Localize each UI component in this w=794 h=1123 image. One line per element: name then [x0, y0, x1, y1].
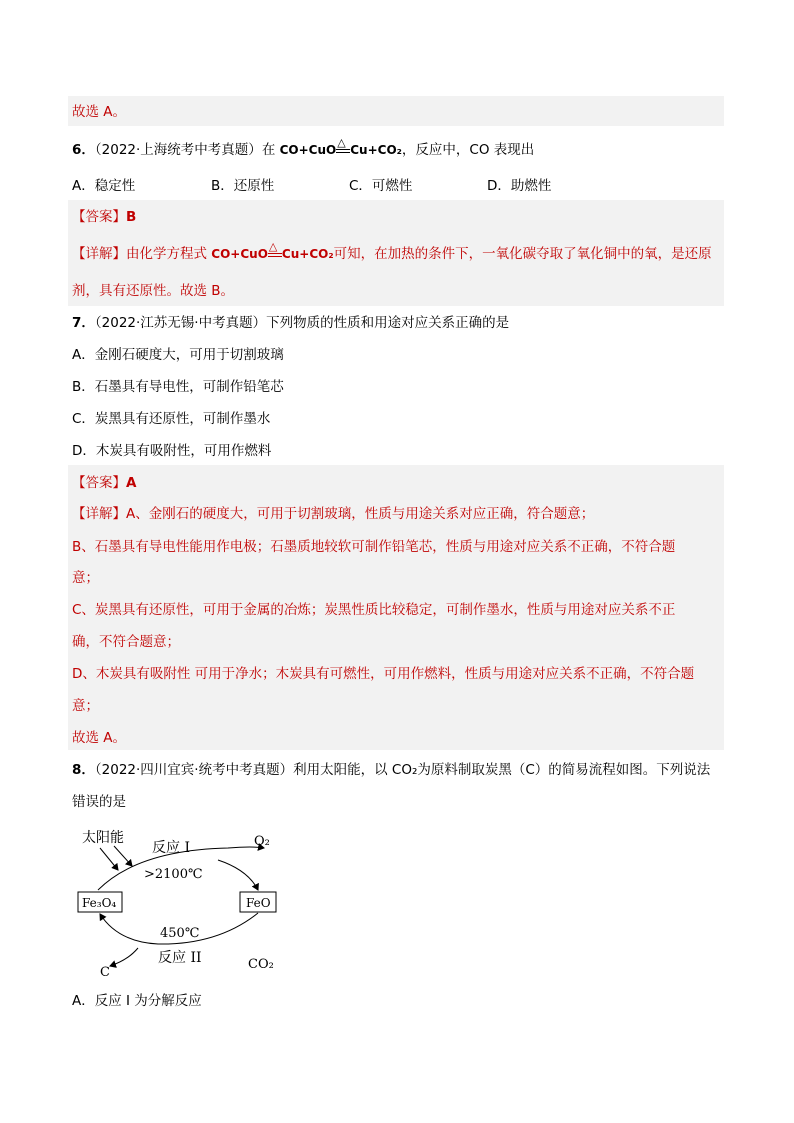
- c-label: C: [100, 965, 110, 980]
- q7-option-b: B．石墨具有导电性，可制作铅笔芯: [72, 379, 284, 395]
- q8-flow-diagram: [68, 820, 288, 980]
- q7-stem: [72, 313, 509, 333]
- q7-detail-line6: D、木炭具有吸附性 可用于净水；木炭具有可燃性，可用作燃料，性质与用途对应关系不正确，不符合题: [72, 666, 695, 682]
- q6-eq-arrow: [336, 136, 350, 160]
- q7-source: （2022·江苏无锡·中考真题）: [94, 315, 267, 331]
- co2-label: CO₂: [248, 957, 274, 972]
- reaction1-label: 反应 I: [152, 840, 190, 856]
- q7-option-c: C．炭黑具有还原性，可制作墨水: [72, 411, 271, 427]
- q6-detail-eq-right: Cu+CO₂: [281, 247, 334, 261]
- q8-stem-line2: 错误的是: [72, 794, 126, 810]
- q7-detail-line3: 意；: [72, 570, 99, 586]
- q6-option-b: B．还原性: [211, 178, 275, 194]
- sun-arrow-2: [114, 846, 132, 866]
- q8-stem-text: 利用太阳能，以 CO₂为原料制取炭黑（C）的简易流程如图。下列说法: [293, 762, 711, 778]
- q6-detail-line1: [72, 240, 712, 264]
- q7-detail-line5: 确，不符合题意；: [72, 634, 180, 650]
- q7-number: 7．: [72, 315, 95, 331]
- q6-eq-right: Cu+CO₂: [350, 143, 402, 157]
- q7-detail-line8: 故选 A。: [72, 730, 127, 746]
- q6-eq-left: CO+CuO: [279, 143, 337, 157]
- o2-label: O₂: [254, 834, 270, 849]
- q6-option-c: C．可燃性: [349, 178, 413, 194]
- q7-detail-line1: [72, 504, 594, 524]
- fe3o4-label: Fe₃O₄: [82, 896, 117, 910]
- q7-answer-value: A: [126, 475, 137, 491]
- q6-stem: [72, 136, 535, 160]
- q7-detail-a: A、金刚石的硬度大，可用于切割玻璃，性质与用途关系对应正确，符合题意；: [126, 506, 595, 522]
- prev-answer-block: [68, 96, 724, 126]
- q7-option-a: A．金刚石硬度大，可用于切割玻璃: [72, 347, 284, 363]
- q8-stem-line1: [72, 760, 710, 780]
- q6-number: 6．: [72, 142, 95, 158]
- q6-stem-post: ，反应中，CO 表现出: [401, 142, 535, 158]
- q7-detail-line2: B、石墨具有导电性能用作电极；石墨质地较软可制作铅笔芯，性质与用途对应关系不正确，不符合题: [72, 539, 676, 555]
- q6-detail-eq-arrow: [268, 240, 282, 264]
- q7-detail-line7: 意；: [72, 698, 99, 714]
- q6-source: （2022·上海统考中考真题）: [94, 142, 262, 158]
- q7-answer: [72, 473, 136, 493]
- heat-triangle-icon: △: [268, 240, 278, 253]
- q6-answer-label: 【答案】: [72, 209, 126, 225]
- q7-detail-label: 【详解】: [72, 506, 126, 522]
- q7-stem-text: 下列物质的性质和用途对应关系正确的是: [266, 315, 510, 331]
- q6-answer-value: B: [126, 209, 137, 225]
- reaction2-label: 反应 II: [158, 950, 202, 966]
- sun-arrow-1: [100, 848, 118, 870]
- q7-answer-label: 【答案】: [72, 475, 126, 491]
- q7-detail-line4: C、炭黑具有还原性，可用于金属的冶炼；炭黑性质比较稳定，可制作墨水，性质与用途对应关系不正: [72, 602, 676, 618]
- q6-option-a: A．稳定性: [72, 178, 136, 194]
- q6-option-d: D．助燃性: [487, 178, 552, 194]
- q6-stem-pre: 在: [261, 142, 280, 158]
- q6-answer: [72, 207, 136, 227]
- q8-source: （2022·四川宜宾·统考中考真题）: [94, 762, 294, 778]
- q6-detail-pre: 由化学方程式: [126, 246, 212, 262]
- c-out-arrow: [110, 948, 138, 966]
- q8-number: 8．: [72, 762, 95, 778]
- heat-triangle-icon: △: [337, 136, 346, 149]
- q6-detail-post: 可知，在加热的条件下，一氧化碳夺取了氧化铜中的氧，是还原: [333, 246, 712, 262]
- q6-detail-eq-left: CO+CuO: [211, 247, 268, 261]
- feo-label: FeO: [246, 896, 271, 910]
- sun-label: 太阳能: [82, 830, 124, 846]
- prev-conclusion: 故选 A。: [72, 104, 127, 120]
- q7-option-d: D．木炭具有吸附性，可用作燃料: [72, 443, 272, 459]
- upper-right-arc-arrow: [218, 860, 258, 890]
- q6-detail-label: 【详解】: [72, 246, 126, 262]
- temp1-label: >2100℃: [144, 867, 203, 882]
- q8-option-a: A．反应 I 为分解反应: [72, 993, 202, 1009]
- q6-detail-line2: 剂，具有还原性。故选 B。: [72, 283, 235, 299]
- temp2-label: 450℃: [160, 926, 200, 941]
